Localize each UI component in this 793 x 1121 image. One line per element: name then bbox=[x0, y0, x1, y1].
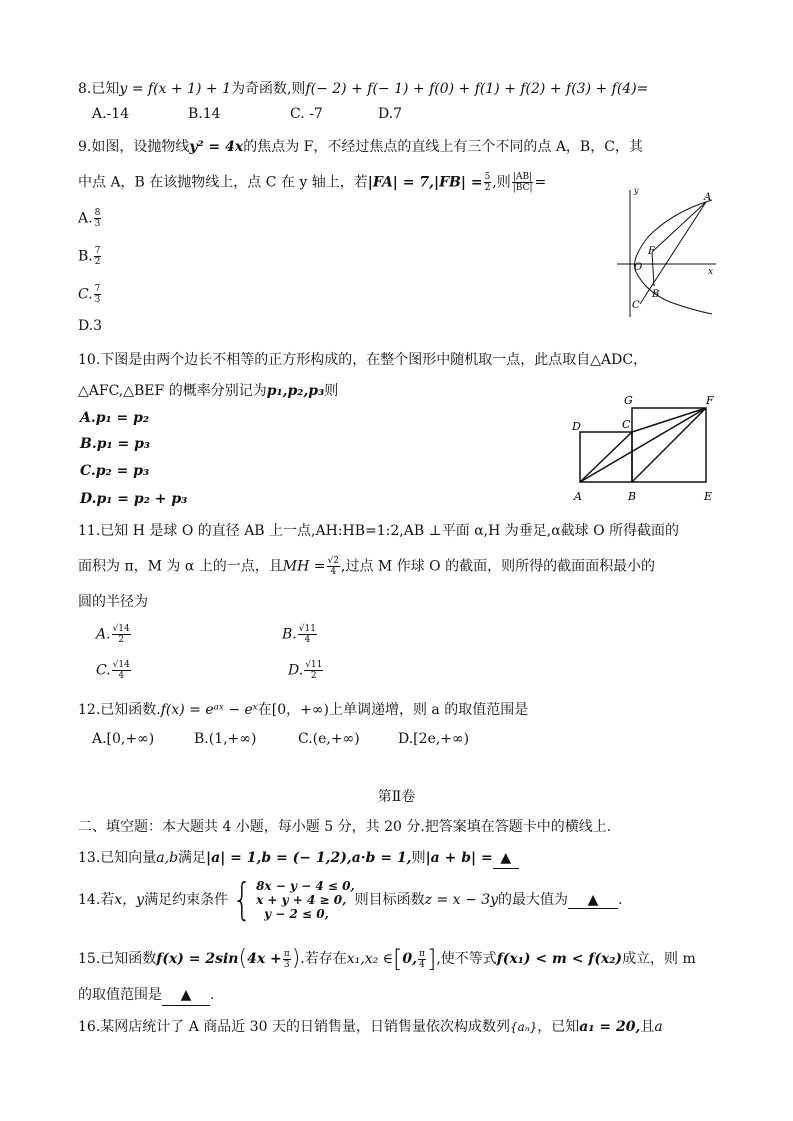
q11-option-d-den: 2 bbox=[310, 671, 317, 681]
q12-option-a: A.[0,+∞) bbox=[92, 731, 155, 747]
q16-mid: ，已知 bbox=[537, 1019, 580, 1035]
q9-line1 bbox=[78, 137, 643, 157]
q9-option-a-label: A. bbox=[78, 210, 93, 227]
q13-vars: a,b bbox=[156, 850, 179, 866]
q9-label-b: B bbox=[652, 289, 660, 300]
q15-open-bracket: [ bbox=[393, 945, 403, 973]
q15-line2 bbox=[78, 985, 214, 1006]
q8-option-d: D.7 bbox=[378, 106, 403, 122]
q9-condition: |FA| = 7,|FB| = bbox=[367, 174, 483, 191]
q15-function: f(x) = 2sin bbox=[156, 951, 239, 967]
q9-label-y: y bbox=[634, 186, 639, 195]
q10-label-c: C bbox=[622, 418, 631, 431]
q15-inequality: f(x₁) < m < f(x₂) bbox=[496, 951, 623, 967]
q11-line1: 11.已知 H 是球 O 的直径 AB 上一点,AH:HB=1:2,AB ⊥平面 α,H 为垂足,α截球 O 所得截面的 bbox=[78, 523, 680, 539]
q9-text1b: 的焦点为 F，不经过焦点的直线上有三个不同的点 A，B，C，其 bbox=[243, 139, 643, 155]
q9-option-b-den: 2 bbox=[94, 257, 101, 267]
q11-option-a-label: A. bbox=[96, 626, 111, 643]
q12-function: f(x) = eᵃˣ − eˣ bbox=[160, 702, 258, 718]
q13-mid: 满足 bbox=[178, 850, 207, 866]
q10-label-d: D bbox=[572, 420, 581, 433]
q9-frac-num: 5 bbox=[484, 172, 491, 182]
q10-label-b: B bbox=[628, 490, 637, 503]
q15-interval-frac bbox=[418, 949, 426, 970]
q13-ask: |a + b| = bbox=[425, 850, 493, 866]
q14-vars: x，y bbox=[114, 892, 145, 908]
q9-text1a: 如图，设抛物线 bbox=[91, 139, 190, 155]
q14-tail2: 的最大值为 bbox=[498, 892, 569, 908]
q9-option-b-frac bbox=[94, 246, 102, 267]
q8-option-b: B.14 bbox=[188, 106, 221, 122]
q9-parabola-curve bbox=[635, 200, 713, 314]
q12-tail: 在[0，+∞)上单调递增，则 a 的取值范围是 bbox=[257, 702, 529, 718]
part2-title: 第Ⅱ卷 bbox=[377, 789, 416, 805]
q9-option-a-num: 8 bbox=[94, 208, 101, 218]
q12-lead: 12.已知函数. bbox=[78, 702, 161, 718]
q15-close-paren: ) bbox=[291, 946, 301, 971]
q10-label-a: A bbox=[574, 490, 582, 503]
q11-option-c-den: 4 bbox=[118, 671, 125, 681]
q11-mh-num: √2 bbox=[327, 556, 339, 566]
q16-a: a bbox=[654, 1019, 663, 1035]
q9-label-o: O bbox=[634, 262, 643, 273]
q11-option-b-frac bbox=[298, 624, 317, 645]
q11-option-a bbox=[96, 624, 132, 645]
q10-line-ac bbox=[580, 432, 632, 482]
q15-arg: 4x + bbox=[247, 951, 282, 967]
q10-option-a: A.p₁ = p₂ bbox=[80, 410, 150, 426]
q9-number: 9. bbox=[78, 139, 92, 155]
q9-option-c-frac bbox=[94, 284, 102, 305]
q15-tail3: 成立，则 m bbox=[622, 951, 696, 967]
q15-interval-start: 0, bbox=[402, 951, 418, 967]
q11-option-b-num: √11 bbox=[298, 624, 316, 634]
q15-tail1: .若存在 bbox=[300, 951, 347, 967]
q8-option-c: C. -7 bbox=[290, 106, 323, 122]
q10-line2 bbox=[78, 381, 338, 401]
q9-fraction bbox=[484, 172, 492, 193]
q15-answer-blank: ▲ bbox=[162, 985, 210, 1006]
q8-mid: 为奇函数,则 bbox=[230, 81, 306, 97]
q9-frac-den: 2 bbox=[484, 183, 491, 193]
q11-line2 bbox=[78, 556, 655, 577]
q13-lead: 13.已知向量 bbox=[78, 850, 157, 866]
q9-option-c bbox=[78, 284, 102, 305]
q16-a1: a₁ = 20, bbox=[579, 1019, 641, 1035]
q11-option-c-frac bbox=[112, 660, 131, 681]
q8-stem bbox=[78, 79, 648, 99]
q9-option-a bbox=[78, 208, 102, 229]
q10-probs: p₁,p₂,p₃ bbox=[266, 383, 325, 399]
q9-label-x: x bbox=[708, 267, 714, 277]
q15-lead: 15.已知函数 bbox=[78, 951, 157, 967]
q11-line3: 圆的半径为 bbox=[78, 594, 148, 610]
q11-option-d-label: D. bbox=[288, 662, 304, 679]
q11-option-b-den: 4 bbox=[304, 635, 311, 645]
q10-line2a: △AFC,△BEF 的概率分别记为 bbox=[78, 383, 267, 399]
q11-option-d-frac bbox=[304, 660, 323, 681]
q10-label-f: F bbox=[706, 394, 714, 407]
q14-mid: 满足约束条件 bbox=[144, 892, 229, 908]
q15-close-bracket: ] bbox=[426, 945, 437, 973]
q10-line1: 10.下图是由两个边长不相等的正方形构成的，在整个图形中随机取一点，此点取自△ADC， bbox=[78, 352, 648, 368]
q15-pi-num: π bbox=[283, 948, 290, 959]
q8-number: 8. bbox=[78, 81, 92, 97]
q11-mh-den: 4 bbox=[330, 567, 337, 577]
q10-option-c: C.p₂ = p₃ bbox=[80, 463, 150, 479]
q9-parabola: y² = 4x bbox=[189, 139, 244, 155]
q9-equals: = bbox=[534, 174, 547, 191]
q12-option-d: D.[2e,+∞) bbox=[398, 731, 470, 747]
q13-then: 则 bbox=[411, 850, 426, 866]
q11-option-b bbox=[282, 624, 318, 645]
q8-sum: f(− 2) + f(− 1) + f(0) + f(1) + f(2) + f(3) + f(4)= bbox=[305, 81, 649, 97]
q14-constraint-1: 8x − y − 4 ≤ 0, bbox=[256, 879, 355, 893]
q10-option-d: D.p₁ = p₂ + p₃ bbox=[80, 491, 188, 507]
q9-option-b bbox=[78, 246, 102, 267]
q16-sequence: {aₙ} bbox=[510, 1020, 538, 1034]
q11-option-a-frac bbox=[112, 624, 131, 645]
q14-constraint-3: y − 2 ≤ 0, bbox=[264, 907, 329, 921]
q9-ratio bbox=[512, 172, 534, 193]
q15-line2-text: 的取值范围是 bbox=[78, 987, 162, 1003]
q9-line2 bbox=[78, 172, 546, 193]
q11-option-a-den: 2 bbox=[118, 635, 125, 645]
q14-tail1: 则目标函数 bbox=[354, 892, 425, 908]
q15-line1 bbox=[78, 946, 696, 972]
q9-option-b-num: 7 bbox=[94, 246, 101, 256]
q12-stem bbox=[78, 700, 528, 720]
q11-option-d bbox=[288, 660, 324, 681]
q14-stem bbox=[78, 876, 622, 924]
q14-constraint-2: x + y + 4 ≥ 0, bbox=[256, 893, 347, 907]
q15-tail2: ,使不等式 bbox=[436, 951, 497, 967]
q9-label-f: F bbox=[648, 246, 655, 257]
q9-text2a: 中点 A，B 在该抛物线上，点 C 在 y 轴上，若 bbox=[78, 174, 368, 191]
q14-lead: 14.若 bbox=[78, 892, 115, 908]
q9-line-fb bbox=[652, 252, 654, 286]
q16-stem bbox=[78, 1017, 663, 1037]
q11-mh: MH = bbox=[282, 558, 326, 575]
q9-option-a-frac bbox=[94, 208, 102, 229]
q15-vars: x₁,x₂ ∈ bbox=[346, 951, 394, 967]
q9-option-b-label: B. bbox=[78, 248, 93, 265]
q9-parabola-figure bbox=[612, 182, 722, 322]
q11-option-d-num: √11 bbox=[305, 660, 323, 670]
q15-end: . bbox=[210, 987, 215, 1003]
q15-pi-den: 3 bbox=[283, 959, 290, 970]
q8-option-a: A.-14 bbox=[92, 106, 130, 122]
q8-lead: 已知 bbox=[91, 81, 120, 97]
q9-option-c-num: 7 bbox=[94, 284, 101, 294]
q16-lead: 16.某网店统计了 A 商品近 30 天的日销售量，日销售量依次构成数列 bbox=[78, 1019, 510, 1035]
q11-option-b-label: B. bbox=[282, 626, 297, 643]
q11-option-a-num: √14 bbox=[112, 624, 130, 634]
q13-stem bbox=[78, 848, 519, 869]
q11-option-c-label: C. bbox=[96, 662, 111, 679]
q15-pi-frac bbox=[283, 949, 291, 970]
q12-option-c: C.(e,+∞) bbox=[298, 731, 360, 747]
q9-ratio-den: |BC| bbox=[512, 183, 533, 193]
q12-option-b: B.(1,+∞) bbox=[194, 731, 257, 747]
q9-option-d: D.3 bbox=[78, 318, 103, 334]
q10-squares-figure bbox=[568, 390, 728, 510]
q9-option-a-den: 3 bbox=[94, 219, 101, 229]
q14-brace: { bbox=[232, 874, 252, 925]
q11-line2b: ,过点 M 作球 O 的截面，则所得的截面面积最小的 bbox=[341, 558, 656, 575]
part2-section-heading: 二、填空题：本大题共 4 小题，每小题 5 分，共 20 分.把答案填在答题卡中的横线上. bbox=[78, 819, 612, 835]
q9-label-c: C bbox=[632, 300, 640, 311]
q9-ratio-num: |AB| bbox=[513, 172, 533, 182]
q9-label-a: A bbox=[704, 192, 712, 203]
q13-answer-blank: ▲ bbox=[493, 848, 519, 869]
q9-text2b: ,则 bbox=[492, 174, 511, 191]
q14-end: . bbox=[618, 892, 623, 908]
q15-open-paren: ( bbox=[238, 946, 248, 971]
q11-option-c bbox=[96, 660, 132, 681]
q14-constraints bbox=[256, 879, 355, 921]
q15-int-num: π bbox=[419, 948, 425, 959]
q10-option-b: B.p₁ = p₃ bbox=[80, 436, 151, 452]
q9-option-c-den: 3 bbox=[94, 295, 101, 305]
q8-function: y = f(x + 1) + 1 bbox=[119, 81, 231, 97]
q14-objective: z = x − 3y bbox=[424, 892, 499, 908]
q11-mh-frac bbox=[327, 556, 340, 577]
q11-option-c-num: √14 bbox=[112, 660, 130, 670]
q10-label-e: E bbox=[704, 490, 713, 503]
q9-option-c-label: C. bbox=[78, 286, 93, 303]
q15-int-den: 4 bbox=[419, 959, 425, 970]
q16-tail: 且 bbox=[640, 1019, 655, 1035]
q10-line2b: 则 bbox=[324, 383, 339, 399]
q14-answer-blank: ▲ bbox=[568, 892, 618, 909]
q13-condition: |a| = 1,b = (− 1,2),a·b = 1, bbox=[206, 850, 412, 866]
q10-label-g: G bbox=[624, 394, 633, 407]
q11-line2a: 面积为 π，M 为 α 上的一点，且 bbox=[78, 558, 283, 575]
